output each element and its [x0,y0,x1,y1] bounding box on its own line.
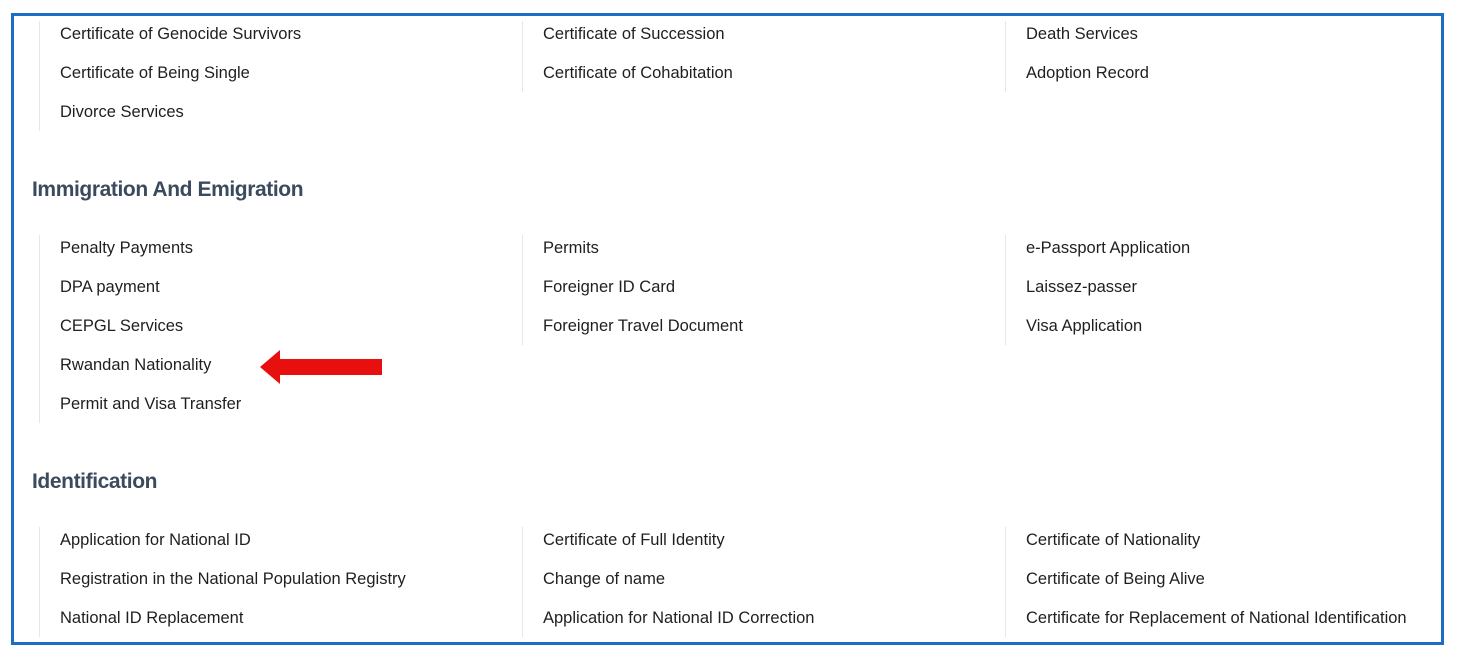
service-link-application-for-national-id[interactable]: Application for National ID [60,531,251,549]
service-column-1 [39,235,522,423]
service-link-cepgl-services[interactable]: CEPGL Services [60,317,184,335]
service-link-change-of-name[interactable]: Change of name [543,570,666,588]
service-link-dpa-payment[interactable]: DPA payment [60,278,160,296]
service-column-2 [522,527,1005,637]
service-link-laissez-passer[interactable]: Laissez-passer [1026,278,1137,296]
service-column-1 [39,527,522,637]
service-link-rwandan-nationality[interactable]: Rwandan Nationality [60,356,212,374]
service-link-death-services[interactable]: Death Services [1026,25,1138,43]
service-link-replacement-of-national-identification[interactable]: Certificate for Replacement of National Identification [1026,609,1407,627]
arrow-left-icon [260,350,384,384]
service-link-divorce-services[interactable]: Divorce Services [60,103,184,121]
service-link-permit-and-visa-transfer[interactable]: Permit and Visa Transfer [60,395,242,413]
service-link-foreigner-id-card[interactable]: Foreigner ID Card [543,278,676,296]
service-link-certificate-of-cohabitation[interactable]: Certificate of Cohabitation [543,64,733,82]
service-link-registration-in-population-registry[interactable]: Registration in the National Population Registry [60,570,406,588]
service-link-e-passport-application[interactable]: e-Passport Application [1026,239,1191,257]
service-link-certificate-of-being-single[interactable]: Certificate of Being Single [60,64,250,82]
service-link-permits[interactable]: Permits [543,239,599,257]
service-link-national-id-correction[interactable]: Application for National ID Correction [543,609,815,627]
service-link-certificate-of-being-alive[interactable]: Certificate of Being Alive [1026,570,1205,588]
service-link-certificate-of-genocide-survivors[interactable]: Certificate of Genocide Survivors [60,25,302,43]
service-link-certificate-of-nationality[interactable]: Certificate of Nationality [1026,531,1201,549]
service-link-certificate-of-succession[interactable]: Certificate of Succession [543,25,725,43]
service-column-2 [522,21,1005,92]
service-column-1 [39,21,522,131]
section-title-immigration: Immigration And Emigration [32,178,304,201]
service-column-3 [1005,235,1441,345]
service-link-national-id-replacement[interactable]: National ID Replacement [60,609,244,627]
service-column-3 [1005,21,1441,92]
services-panel [11,13,1444,645]
service-link-certificate-of-full-identity[interactable]: Certificate of Full Identity [543,531,725,549]
service-link-penalty-payments[interactable]: Penalty Payments [60,239,193,257]
service-link-adoption-record[interactable]: Adoption Record [1026,64,1149,82]
service-column-3 [1005,527,1441,637]
arrow-left-shape [260,350,382,384]
service-link-visa-application[interactable]: Visa Application [1026,317,1143,335]
section-title-identification: Identification [32,470,158,493]
service-column-2 [522,235,1005,345]
service-link-foreigner-travel-document[interactable]: Foreigner Travel Document [543,317,743,335]
